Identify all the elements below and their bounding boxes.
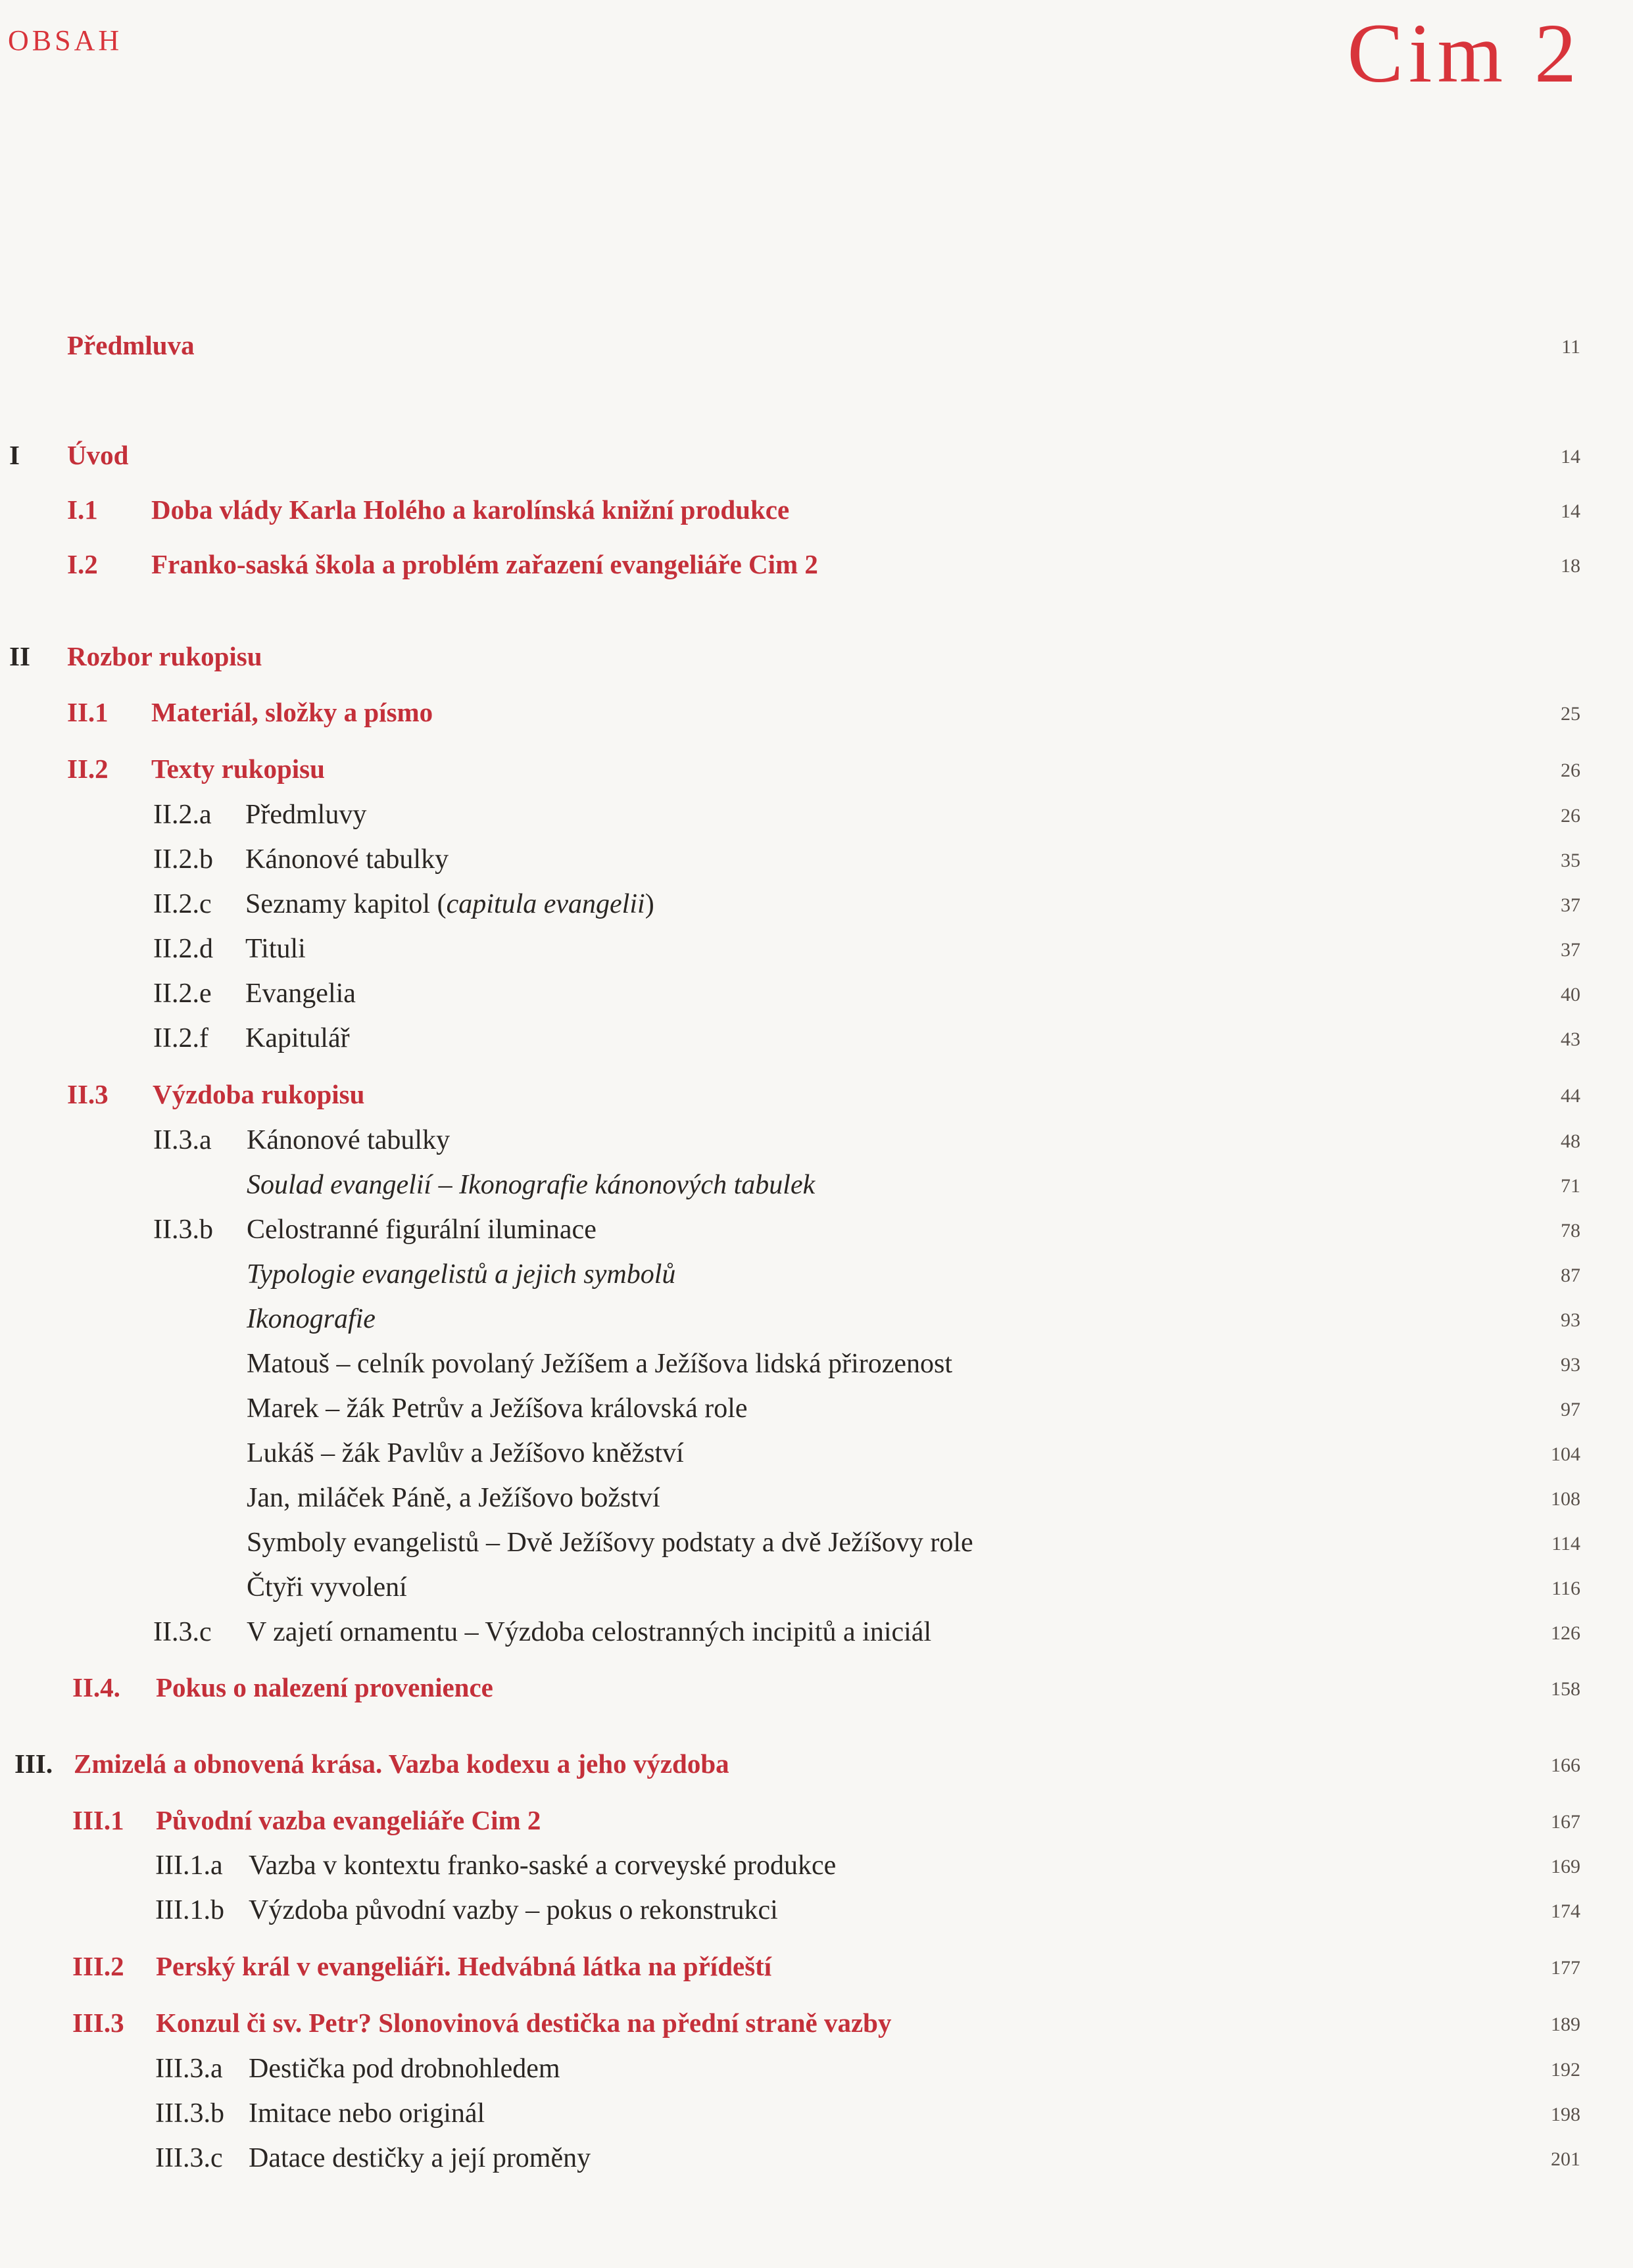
toc-entry-title: Výzdoba rukopisu — [153, 1079, 365, 1109]
toc-entry — [0, 442, 1633, 484]
section-title: OBSAH — [8, 24, 123, 57]
toc-entry-title: Matouš – celník povolaný Ježíšem a Ježíšova lidská přirozenost — [247, 1349, 953, 1379]
toc-entry-page: 26 — [1561, 805, 1580, 827]
toc-entry-number: II — [9, 641, 30, 671]
toc-entry-title: Lukáš – žák Pavlův a Ježíšovo kněžství — [247, 1438, 684, 1468]
toc-entry — [0, 890, 1633, 932]
toc-entry-page: 158 — [1551, 1678, 1580, 1700]
toc-entry-number: II.2.d — [153, 934, 213, 964]
toc-entry-title: Materiál, složky a písmo — [151, 697, 433, 727]
toc-entry-number: II.2.a — [153, 800, 212, 830]
toc-entry-page: 104 — [1551, 1443, 1580, 1465]
toc-entry — [0, 1674, 1633, 1716]
toc-entry-number: II.2.c — [153, 889, 212, 919]
toc-entry-page: 37 — [1561, 894, 1580, 916]
toc-entry — [0, 1574, 1633, 1616]
toc-entry-page: 189 — [1551, 2014, 1580, 2035]
toc-entry-title: Kapitulář — [245, 1023, 350, 1053]
toc-entry-title: Výzdoba původní vazby – pokus o rekonstrukci — [249, 1895, 778, 1925]
toc-entry-number: I.2 — [67, 549, 98, 579]
toc-entry — [0, 935, 1633, 977]
toc-entry — [0, 2100, 1633, 2142]
toc-entry-number: III. — [14, 1749, 53, 1779]
toc-entry-page: 18 — [1561, 555, 1580, 577]
toc-entry-number: III.1.a — [155, 1850, 223, 1881]
toc-entry-page: 166 — [1551, 1754, 1580, 1776]
toc-entry — [0, 756, 1633, 798]
toc-entry-number: II.3 — [67, 1079, 109, 1109]
toc-entry-title: Kánonové tabulky — [245, 844, 449, 875]
toc-entry-title: Marek – žák Petrův a Ježíšova královská role — [247, 1393, 748, 1424]
toc-entry-page: 116 — [1551, 1578, 1580, 1599]
toc-entry-number: I.1 — [67, 495, 98, 525]
toc-entry-page: 126 — [1551, 1622, 1580, 1644]
toc-entry — [0, 1896, 1633, 1939]
toc-entry-number: II.2.b — [153, 844, 213, 875]
toc-entry-title: Franko-saská škola a problém zařazení evangeliáře Cim 2 — [151, 549, 818, 579]
toc-entry — [0, 1171, 1633, 1213]
toc-entry-number: III.1.b — [155, 1895, 224, 1925]
toc-entry-number: III.3.c — [155, 2143, 223, 2173]
toc-entry — [0, 1395, 1633, 1437]
toc-entry-title: Zmizelá a obnovená krása. Vazba kodexu a jeho výzdoba — [74, 1749, 729, 1779]
toc-entry-page: 26 — [1561, 760, 1580, 781]
toc-entry-title: Pokus o nalezení provenience — [156, 1672, 493, 1702]
toc-entry-page: 93 — [1561, 1354, 1580, 1376]
toc-entry — [0, 1484, 1633, 1526]
toc-entry-title: Čtyři vyvolení — [247, 1572, 407, 1603]
toc-entry-number: II.4. — [72, 1672, 120, 1702]
toc-entry-title: Typologie evangelistů a jejich symbolů — [247, 1259, 676, 1290]
toc-entry-title: Tituli — [245, 934, 306, 964]
toc-entry-title: Doba vlády Karla Holého a karolínská knižní produkce — [151, 495, 790, 525]
toc-entry-page: 71 — [1561, 1175, 1580, 1197]
toc-entry-number: II.2 — [67, 754, 109, 784]
toc-entry — [0, 699, 1633, 741]
toc-entry-number: III.3.a — [155, 2054, 223, 2084]
toc-entry-page: 192 — [1551, 2059, 1580, 2081]
toc-entry-title: Jan, miláček Páně, a Ježíšovo božství — [247, 1483, 660, 1513]
toc-entry — [0, 2055, 1633, 2097]
toc-entry-title: Předmluvy — [245, 800, 367, 830]
toc-entry-page: 198 — [1551, 2104, 1580, 2125]
toc-entry-page: 44 — [1561, 1085, 1580, 1107]
toc-entry — [0, 2144, 1633, 2186]
toc-entry-title: Rozbor rukopisu — [67, 641, 262, 671]
toc-entry-page: 11 — [1561, 336, 1580, 358]
toc-entry-title: Celostranné figurální iluminace — [247, 1215, 597, 1245]
toc-entry — [0, 1807, 1633, 1849]
toc-entry-number: III.3.b — [155, 2098, 224, 2129]
book-title: Cim 2 — [1347, 7, 1582, 100]
toc-entry-page: 108 — [1551, 1488, 1580, 1510]
toc-entry-number: III.3 — [72, 2008, 124, 2038]
toc-entry-title: Evangelia — [245, 978, 356, 1009]
toc-entry — [0, 551, 1633, 593]
toc-entry-page: 97 — [1561, 1399, 1580, 1420]
toc-entry — [0, 496, 1633, 539]
toc-entry-number: II.3.a — [153, 1125, 212, 1155]
toc-entry-page: 114 — [1551, 1533, 1580, 1555]
toc-entry-title: Předmluva — [67, 330, 195, 360]
toc-entry-number: II.3.c — [153, 1617, 212, 1647]
toc-entry-title: Seznamy kapitol (capitula evangelii) — [245, 889, 654, 919]
toc-entry — [0, 1618, 1633, 1660]
toc-entry-title: Vazba v kontextu franko-saské a corveyské produkce — [249, 1850, 837, 1881]
toc-entry-title: Konzul či sv. Petr? Slonovinová destička na přední straně vazby — [156, 2008, 892, 2038]
toc-entry-page: 14 — [1561, 446, 1580, 468]
toc-entry-page: 40 — [1561, 984, 1580, 1005]
toc-entry-page: 37 — [1561, 939, 1580, 961]
toc-entry-page: 201 — [1551, 2148, 1580, 2170]
toc-entry-page: 43 — [1561, 1028, 1580, 1050]
toc-entry-number: II.2.e — [153, 978, 212, 1009]
toc-entry — [0, 643, 1633, 685]
toc-entry — [0, 1852, 1633, 1894]
toc-entry-title: Symboly evangelistů – Dvě Ježíšovy podstaty a dvě Ježíšovy role — [247, 1528, 973, 1558]
toc-entry-title: Texty rukopisu — [151, 754, 325, 784]
toc-entry-title: Kánonové tabulky — [247, 1125, 451, 1155]
toc-entry-title: Úvod — [67, 440, 129, 470]
toc-entry — [0, 980, 1633, 1022]
toc-entry-number: I — [9, 440, 20, 470]
toc-entry-title: Destička pod drobnohledem — [249, 2054, 560, 2084]
toc-entry-title: Ikonografie — [247, 1304, 376, 1334]
toc-entry — [0, 1305, 1633, 1347]
toc-entry — [0, 1750, 1633, 1793]
toc-entry-page: 177 — [1551, 1957, 1580, 1979]
toc-entry — [0, 846, 1633, 888]
toc-entry — [0, 1025, 1633, 1067]
toc-entry-page: 93 — [1561, 1309, 1580, 1331]
toc-entry-title: Datace destičky a její proměny — [249, 2143, 591, 2173]
toc-entry-page: 169 — [1551, 1856, 1580, 1877]
toc-entry-page: 14 — [1561, 500, 1580, 522]
toc-entry — [0, 1350, 1633, 1392]
toc-entry-number: II.2.f — [153, 1023, 208, 1053]
toc-entry-title: Imitace nebo originál — [249, 2098, 485, 2129]
toc-entry-number: II.1 — [67, 697, 109, 727]
toc-entry — [0, 2010, 1633, 2052]
toc-entry-number: II.3.b — [153, 1215, 213, 1245]
toc-entry-page: 167 — [1551, 1811, 1580, 1833]
toc-entry-page: 35 — [1561, 850, 1580, 871]
toc-entry — [0, 1216, 1633, 1258]
toc-entry — [0, 1439, 1633, 1482]
toc-entry — [0, 1953, 1633, 1995]
toc-entry-page: 78 — [1561, 1220, 1580, 1242]
toc-entry — [0, 1126, 1633, 1169]
toc-entry-page: 87 — [1561, 1265, 1580, 1286]
toc-entry — [0, 1261, 1633, 1303]
toc-entry — [0, 1529, 1633, 1571]
toc-entry — [0, 332, 1633, 374]
toc-entry-page: 174 — [1551, 1900, 1580, 1922]
toc-entry-number: III.1 — [72, 1805, 124, 1835]
toc-entry — [0, 1081, 1633, 1123]
toc-entry — [0, 801, 1633, 843]
toc-entry-title: Soulad evangelií – Ikonografie kánonových tabulek — [247, 1170, 816, 1200]
toc-entry-page: 25 — [1561, 703, 1580, 725]
toc-entry-title: Perský král v evangeliáři. Hedvábná látka na přídeští — [156, 1951, 772, 1981]
toc-entry-number: III.2 — [72, 1951, 124, 1981]
toc-entry-title: V zajetí ornamentu – Výzdoba celostranných incipitů a iniciál — [247, 1617, 932, 1647]
toc-entry-page: 48 — [1561, 1130, 1580, 1152]
toc-entry-title: Původní vazba evangeliáře Cim 2 — [156, 1805, 541, 1835]
